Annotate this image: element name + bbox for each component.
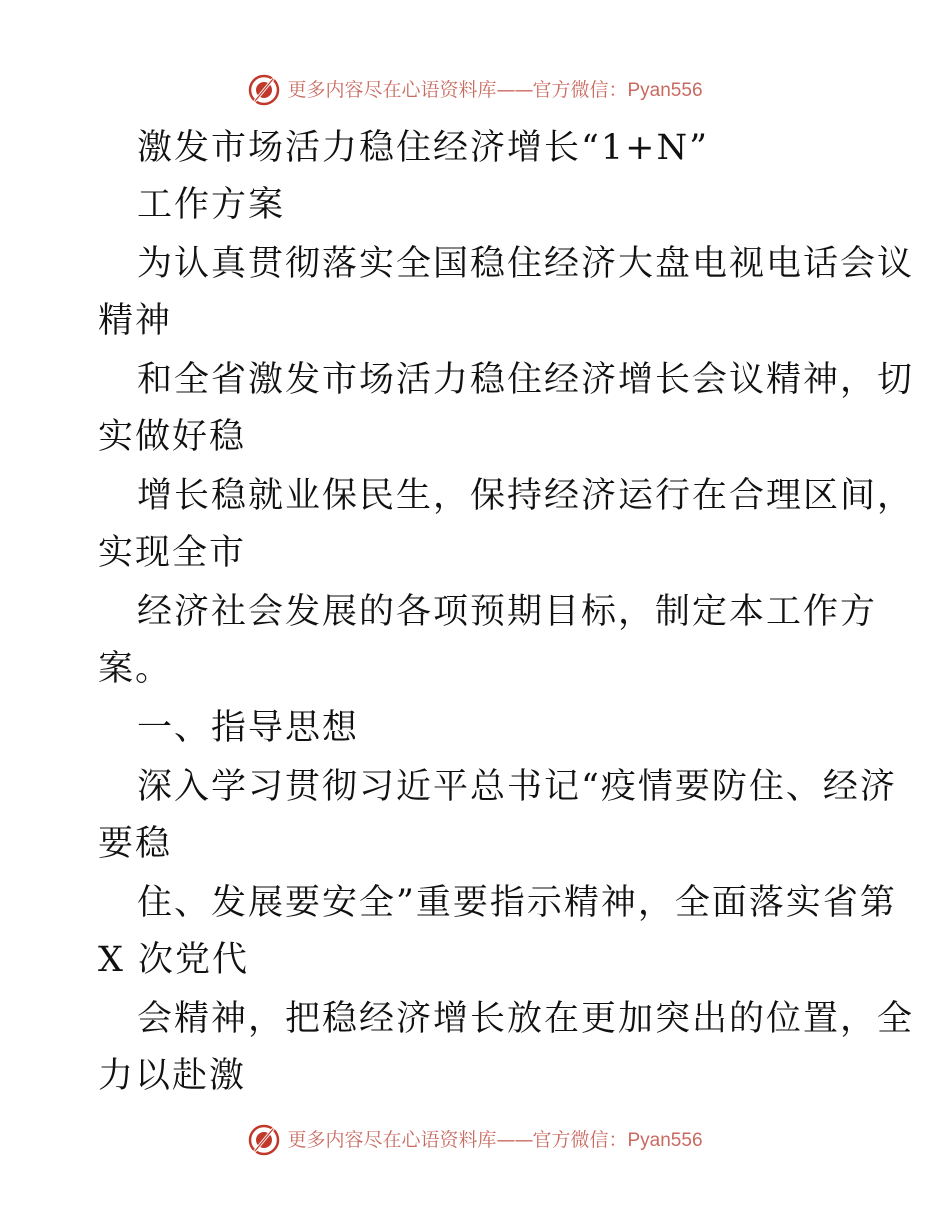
paragraph-line: 增长稳就业保民生，保持经济运行在合理区间， xyxy=(137,476,915,516)
doc-title-line-1: 激发市场活力稳住经济增长“1+N” xyxy=(137,128,710,168)
quill-logo-icon xyxy=(247,1123,281,1157)
paragraph-line: 精神 xyxy=(98,301,173,341)
banner-main-text: 更多内容尽在心语资料库 xyxy=(287,78,497,101)
paragraph-line: 要稳 xyxy=(98,824,173,864)
paragraph-line: 为认真贯彻落实全国稳住经济大盘电视电话会议 xyxy=(137,244,915,284)
banner-wechat-id: Pyan556 xyxy=(627,79,703,101)
footer-banner xyxy=(0,1120,950,1160)
banner-wechat-label: 官方微信： xyxy=(532,78,628,101)
doc-title-line-2: 工作方案 xyxy=(137,185,286,225)
banner-main-text: 更多内容尽在心语资料库 xyxy=(287,1128,497,1151)
paragraph-line: 深入学习贯彻习近平总书记“疫情要防住、经济 xyxy=(137,767,897,807)
paragraph-line: 会精神，把稳经济增长放在更加突出的位置，全 xyxy=(137,999,915,1039)
paragraph-line: 经济社会发展的各项预期目标，制定本工作方 xyxy=(137,592,878,632)
paragraph-line: 实做好稳 xyxy=(98,417,247,457)
header-banner xyxy=(0,70,950,110)
paragraph-line: 住、发展要安全”重要指示精神，全面落实省第 xyxy=(137,883,897,923)
paragraph-line: X 次党代 xyxy=(98,940,250,980)
paragraph-line: 实现全市 xyxy=(98,533,247,573)
quill-logo-icon xyxy=(247,73,281,107)
paragraph-line: 和全省激发市场活力稳住经济增长会议精神，切 xyxy=(137,360,915,400)
banner-dash: —— xyxy=(496,1128,533,1151)
section-heading: 一、指导思想 xyxy=(137,708,360,748)
banner-wechat-label: 官方微信： xyxy=(532,1128,628,1151)
banner-wechat-id: Pyan556 xyxy=(627,1129,703,1151)
paragraph-line: 案。 xyxy=(98,649,173,689)
banner-dash: —— xyxy=(496,78,533,101)
paragraph-line: 力以赴激 xyxy=(98,1056,247,1096)
